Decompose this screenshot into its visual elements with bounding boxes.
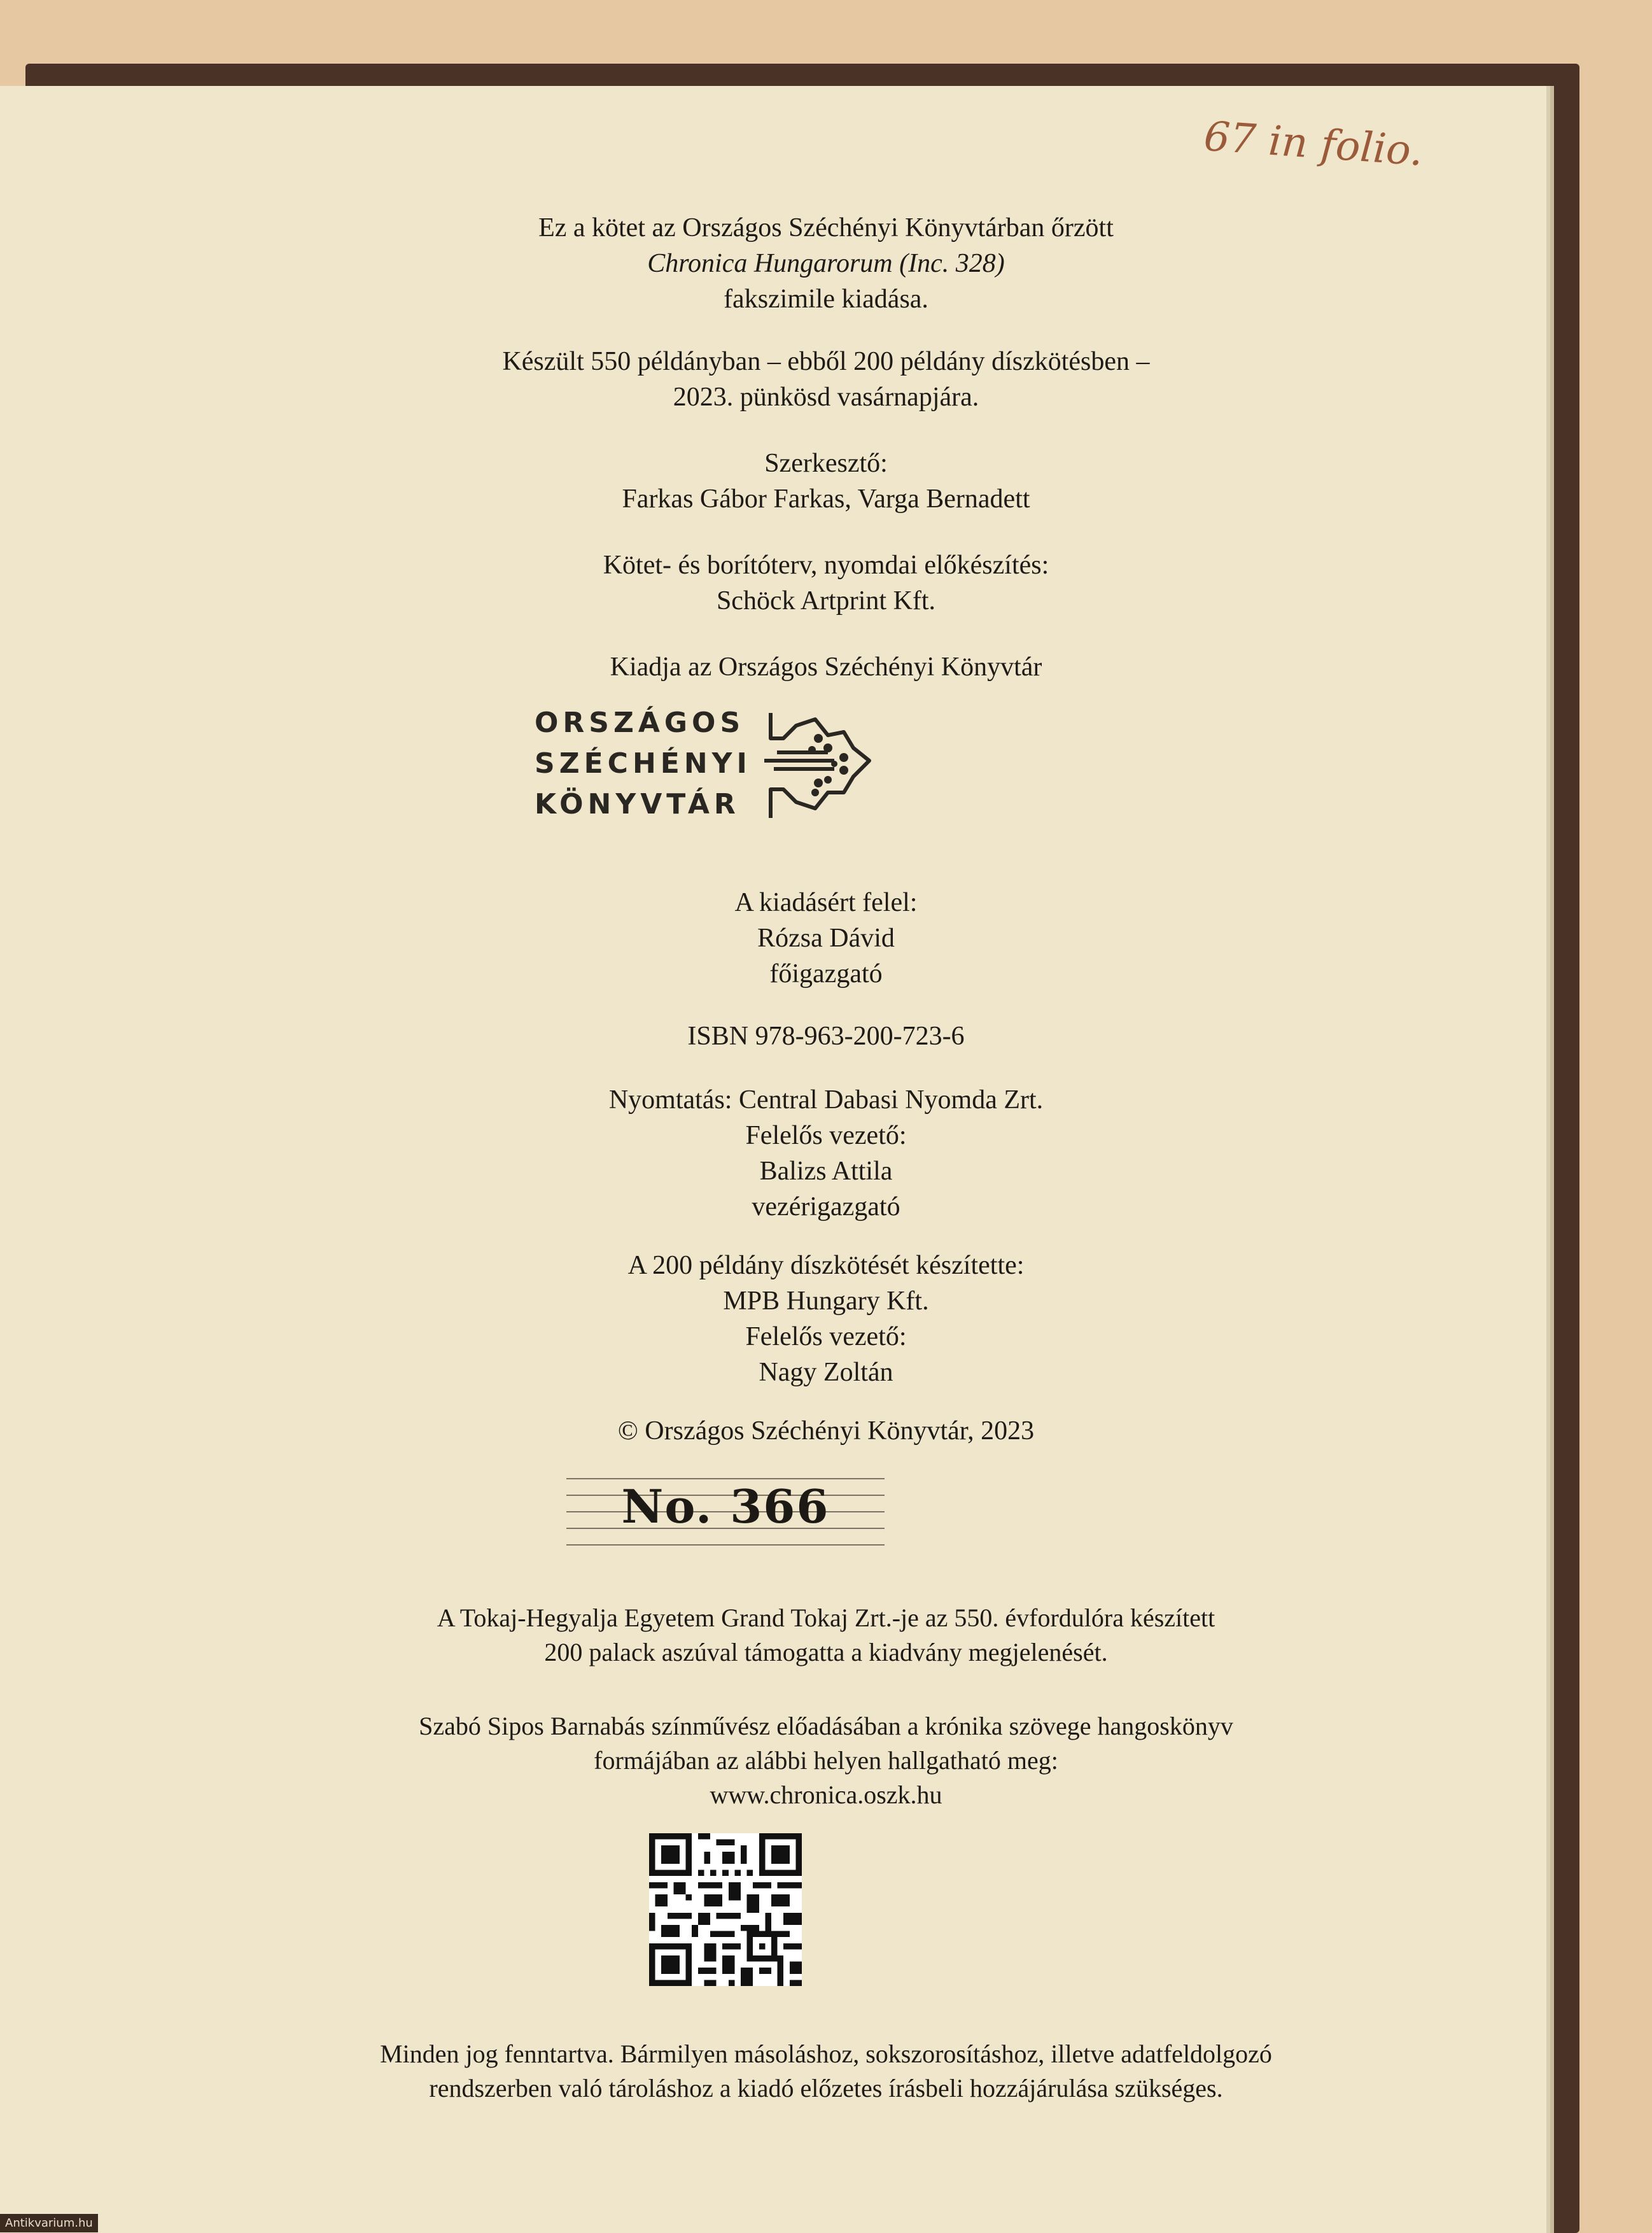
copy-number: [566, 1476, 885, 1547]
binding-block: [0, 1248, 1652, 1390]
rights-block: [0, 2037, 1652, 2106]
audiobook-block: [0, 1709, 1652, 1812]
printing-line: Balizs Attila: [759, 1157, 893, 1186]
rights-line: rendszerben való tároláshoz a kiadó előzetes írásbeli hozzájárulása szükséges.: [429, 2074, 1223, 2103]
copyright-block: [0, 1413, 1652, 1449]
sponsor-line: 200 palack aszúval támogatta a kiadvány megjelenését.: [544, 1638, 1108, 1666]
rights-line: Minden jog fenntartva. Bármilyen másoláshoz, sokszorosításhoz, illetve adatfeldolgozó: [380, 2039, 1272, 2068]
editor-names: Farkas Gábor Farkas, Varga Bernadett: [622, 484, 1030, 514]
oszk-emblem-icon: [758, 700, 885, 828]
editor-block: [0, 446, 1652, 517]
sponsor-block: [0, 1601, 1652, 1670]
binding-line: Felelős vezető:: [745, 1322, 907, 1351]
logo-wordmark: [535, 703, 752, 825]
printing-line: Felelős vezető:: [745, 1121, 907, 1150]
intro-title: Chronica Hungarorum (Inc. 328): [647, 249, 1005, 278]
sponsor-line: A Tokaj-Hegyalja Egyetem Grand Tokaj Zrt.-je az 550. évfordulóra készített: [437, 1603, 1215, 1632]
design-label: Kötet- és borítóterv, nyomdai előkészítés:: [603, 551, 1049, 580]
copyright: © Országos Széchényi Könyvtár, 2023: [617, 1416, 1035, 1446]
audiobook-line: formájában az alábbi helyen hallgatható meg:: [594, 1746, 1058, 1775]
edition-block: [0, 344, 1652, 415]
logo-line: SZÉCHÉNYI: [535, 747, 752, 780]
responsible-title: főigazgató: [769, 959, 883, 989]
edition-line: Készült 550 példányban – ebből 200 példány díszkötésben –: [502, 347, 1150, 376]
binding-line: A 200 példány díszkötését készítette:: [627, 1251, 1025, 1280]
edition-line: 2023. pünkösd vasárnapjára.: [673, 383, 979, 412]
logo-line: KÖNYVTÁR: [535, 788, 740, 821]
editor-label: Szerkesztő:: [764, 449, 888, 478]
binding-line: Nagy Zoltán: [759, 1358, 893, 1387]
isbn: ISBN 978-963-200-723-6: [687, 1022, 965, 1051]
intro-line: fakszimile kiadása.: [724, 285, 928, 314]
responsible-name: Rózsa Dávid: [757, 924, 895, 953]
design-block: [0, 547, 1652, 619]
printing-line: vezérigazgató: [752, 1192, 900, 1222]
handwritten-note: 67 in folio.: [1202, 113, 1425, 176]
binding-line: MPB Hungary Kft.: [723, 1286, 929, 1316]
printing-block: [0, 1082, 1652, 1225]
publisher-block: [0, 649, 1652, 685]
printing-line: Nyomtatás: Central Dabasi Nyomda Zrt.: [608, 1085, 1044, 1115]
responsible-label: A kiadásért felel:: [734, 888, 918, 917]
intro-block: [0, 210, 1652, 317]
copy-number-text: No. 366: [621, 1479, 830, 1533]
audiobook-url[interactable]: www.chronica.oszk.hu: [710, 1780, 942, 1809]
intro-line: Ez a kötet az Országos Széchényi Könyvtárban őrzött: [538, 213, 1114, 243]
qr-code-icon[interactable]: [649, 1833, 802, 1986]
isbn-block: [0, 1018, 1652, 1054]
publisher-line: Kiadja az Országos Széchényi Könyvtár: [610, 652, 1042, 682]
audiobook-line: Szabó Sipos Barnabás színművész előadásában a krónika szövege hangoskönyv: [419, 1712, 1233, 1740]
responsible-block: [0, 885, 1652, 992]
logo-line: ORSZÁGOS: [535, 707, 745, 739]
design-company: Schöck Artprint Kft.: [716, 586, 936, 616]
oszk-logo: [535, 691, 904, 837]
watermark: Antikvarium.hu: [0, 2214, 98, 2232]
